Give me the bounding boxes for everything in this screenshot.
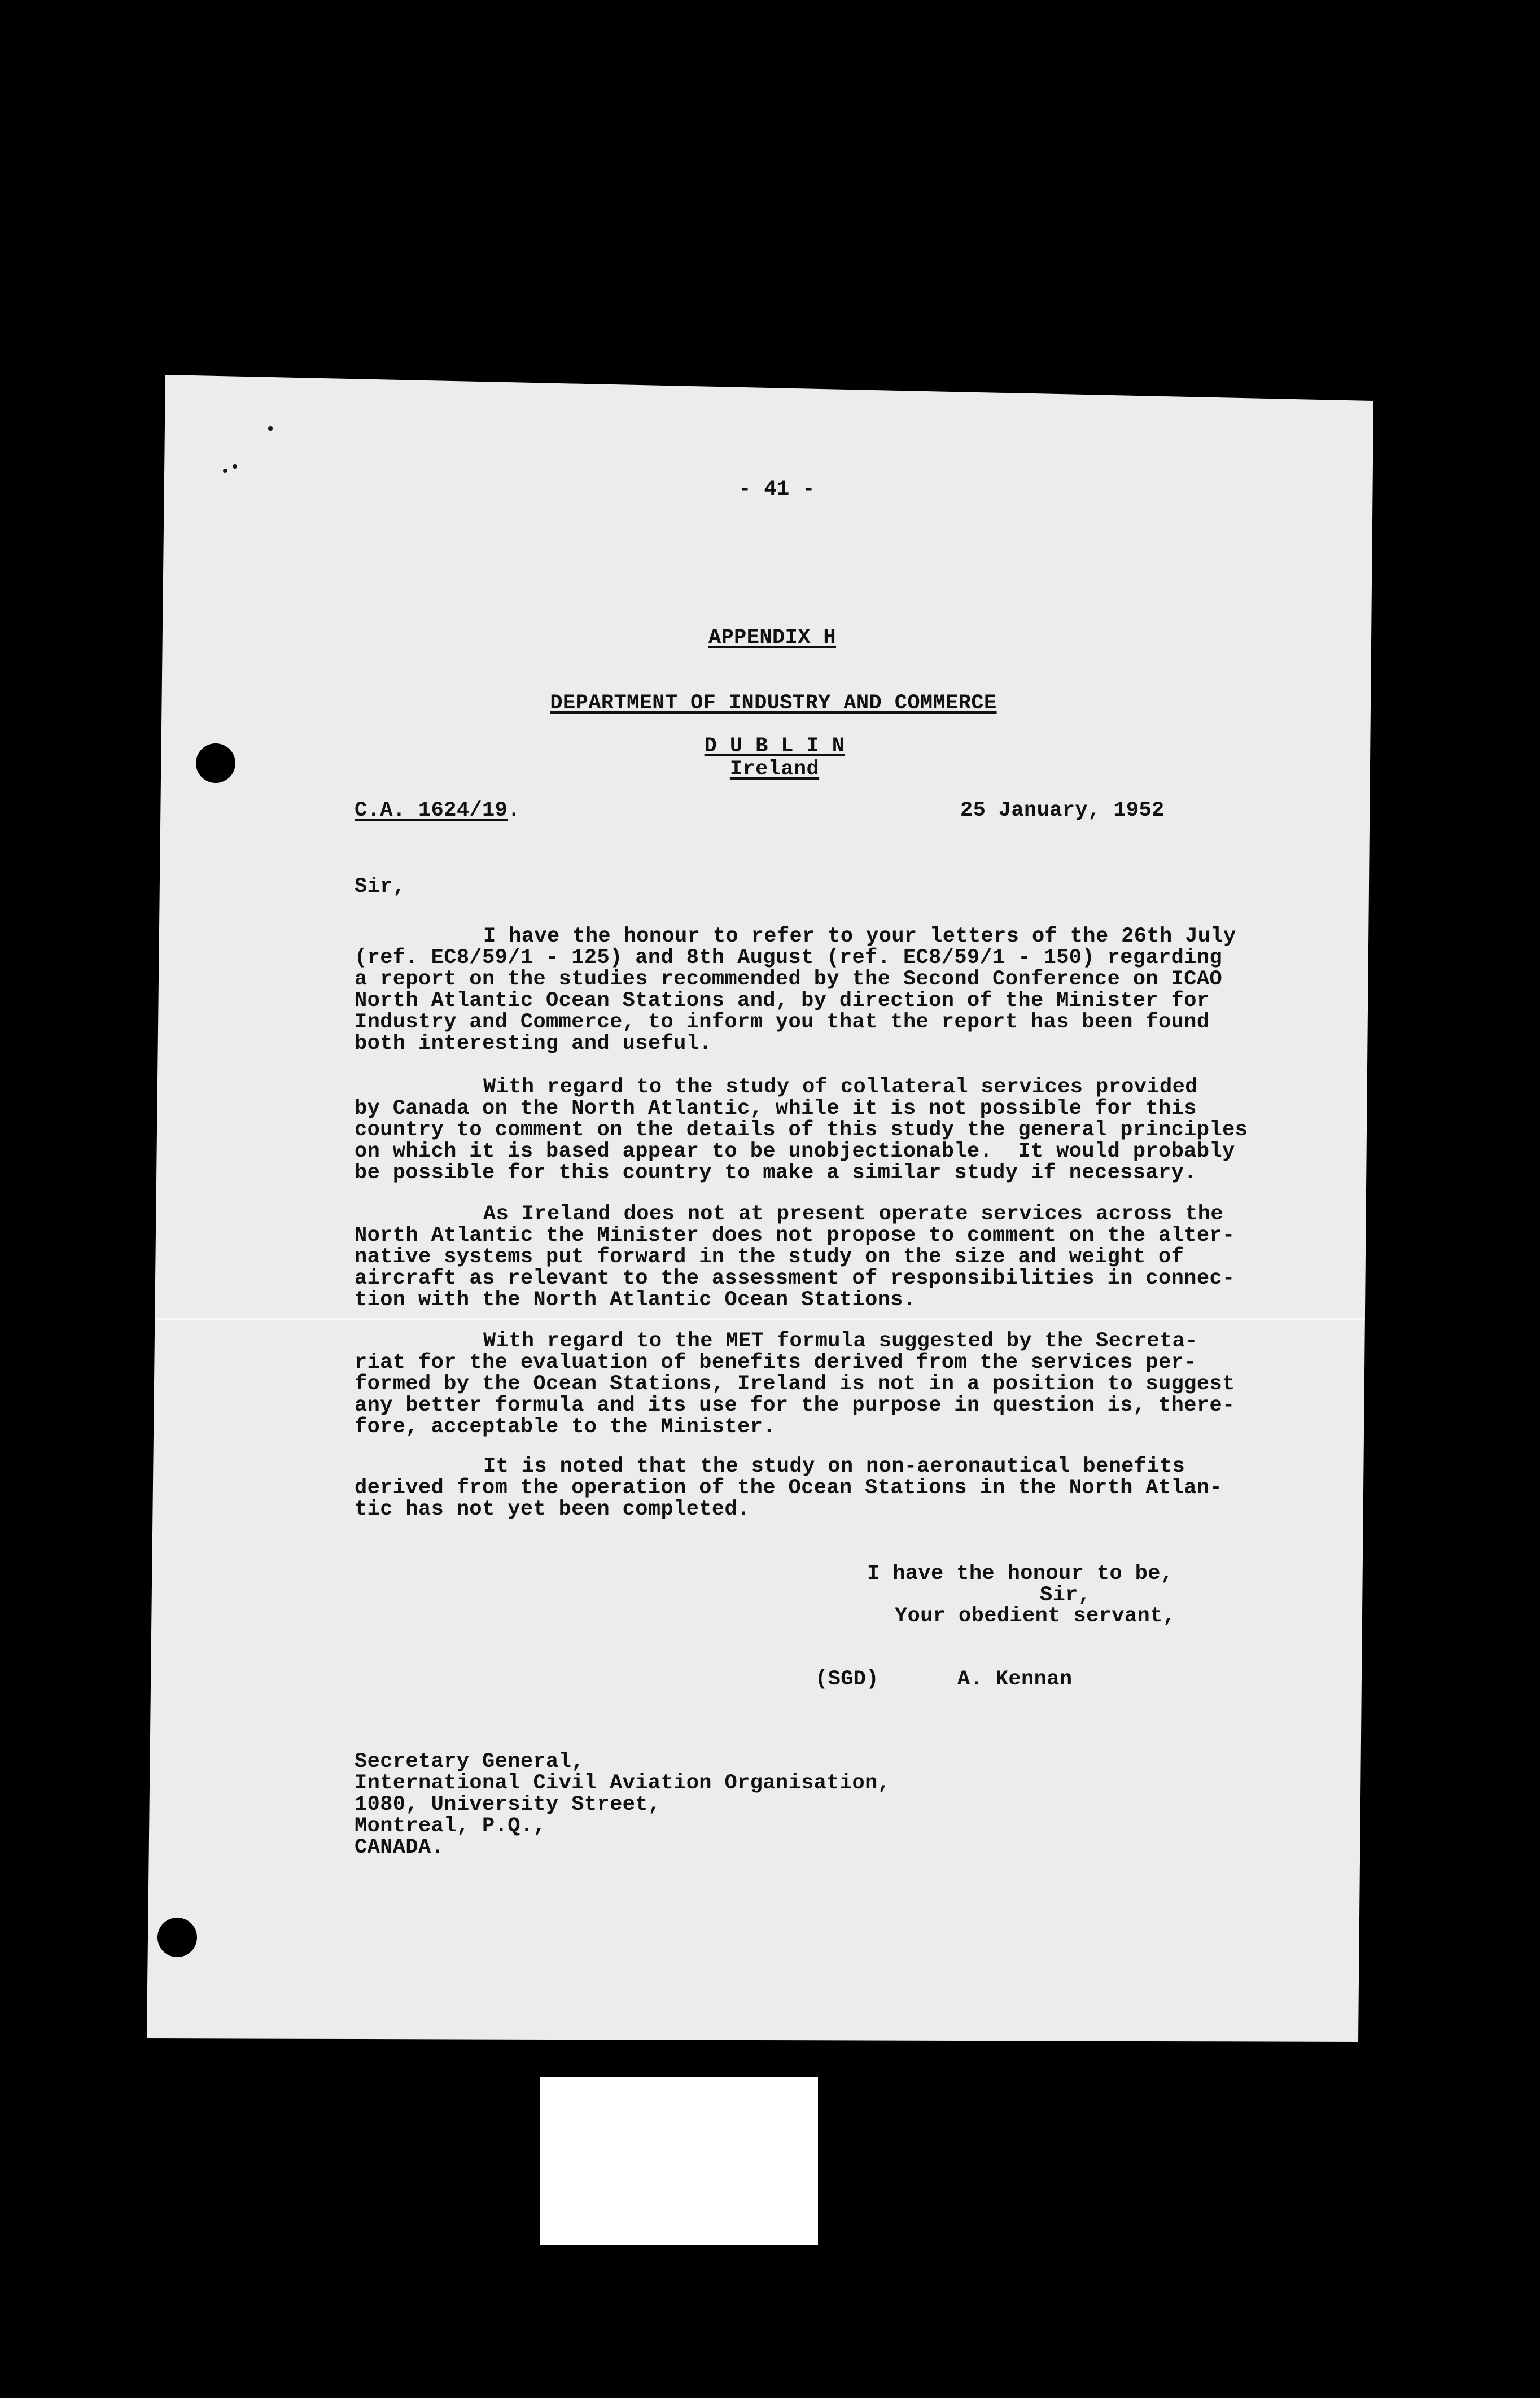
text-line: (ref. EC8/59/1 - 125) and 8th August (ref. EC8/59/1 - 150) regarding [355, 946, 1223, 970]
page-fold-line [152, 1318, 1366, 1320]
text-line: by Canada on the North Atlantic, while it is not possible for this [355, 1097, 1197, 1121]
text-line: derived from the operation of the Ocean Stations in the North Atlan- [355, 1476, 1223, 1500]
text-line: North Atlantic the Minister does not propose to comment on the alter- [355, 1224, 1235, 1248]
address-line: 1080, University Street, [355, 1793, 661, 1817]
closing-line-1: I have the honour to be, [867, 1562, 1174, 1586]
text-line: riat for the evaluation of benefits derived from the services per- [355, 1351, 1197, 1375]
text-line: a report on the studies recommended by the Second Conference on ICAO [355, 968, 1223, 991]
text-line: tion with the North Atlantic Ocean Stations. [355, 1288, 916, 1312]
text-line: Industry and Commerce, to inform you that the report has been found [355, 1010, 1210, 1034]
department-heading: DEPARTMENT OF INDUSTRY AND COMMERCE [550, 692, 997, 715]
address-line: International Civil Aviation Organisation, [355, 1771, 891, 1795]
text-line: aircraft as relevant to the assessment of responsibilities in connec- [355, 1267, 1235, 1290]
text-line: As Ireland does not at present operate services across the [483, 1202, 1224, 1226]
closing-line-2: Sir, [1040, 1583, 1091, 1607]
reference-code: C.A. 1624/19 [355, 799, 508, 822]
text-line: on which it is based appear to be unobjectionable. It would probably [355, 1140, 1235, 1163]
paragraph-1 [355, 926, 1236, 1054]
recipient-address [355, 1751, 890, 1858]
speck [233, 464, 237, 469]
text-line: With regard to the study of collateral services provided [483, 1075, 1198, 1099]
speck [268, 426, 273, 431]
page-number: - 41 - [738, 478, 815, 501]
country-heading: Ireland [729, 758, 820, 781]
speck [223, 469, 228, 473]
closing-line-3: Your obedient servant, [895, 1604, 1176, 1628]
text-line: tic has not yet been completed. [355, 1498, 750, 1521]
text-line: fore, acceptable to the Minister. [355, 1415, 776, 1439]
address-line: CANADA. [355, 1836, 444, 1859]
city-heading: D U B L I N [704, 734, 845, 758]
text-line: be possible for this country to make a similar study if necessary. [355, 1161, 1197, 1185]
text-line: both interesting and useful. [355, 1032, 712, 1056]
paragraph-5 [355, 1456, 1222, 1520]
address-line: Montreal, P.Q., [355, 1814, 546, 1838]
punch-hole [196, 743, 235, 783]
text-line: any better formula and its use for the purpose in question is, there- [355, 1394, 1235, 1417]
reference-period: . [508, 799, 520, 822]
paragraph-3 [355, 1204, 1235, 1311]
signed-marker: (SGD) [815, 1668, 880, 1691]
text-line: native systems put forward in the study on the size and weight of [355, 1245, 1184, 1269]
letter-date: 25 January, 1952 [960, 799, 1165, 822]
salutation: Sir, [355, 875, 406, 899]
paragraph-4 [355, 1331, 1235, 1438]
appendix-title: APPENDIX H [708, 626, 837, 650]
punch-hole [158, 1918, 197, 1957]
text-line: I have the honour to refer to your letters of the 26th July [483, 925, 1236, 948]
address-line: Secretary General, [355, 1750, 584, 1774]
reference-number [355, 800, 520, 821]
paragraph-2 [355, 1077, 1248, 1184]
text-line: country to comment on the details of this study the general principles [355, 1118, 1248, 1142]
text-line: formed by the Ocean Stations, Ireland is not in a position to suggest [355, 1372, 1235, 1396]
text-line: It is noted that the study on non-aeronautical benefits [483, 1455, 1185, 1478]
blank-label-card [540, 2077, 818, 2245]
signatory-name: A. Kennan [957, 1668, 1073, 1691]
text-line: With regard to the MET formula suggested by the Secreta- [483, 1329, 1198, 1353]
text-line: North Atlantic Ocean Stations and, by direction of the Minister for [355, 989, 1210, 1013]
